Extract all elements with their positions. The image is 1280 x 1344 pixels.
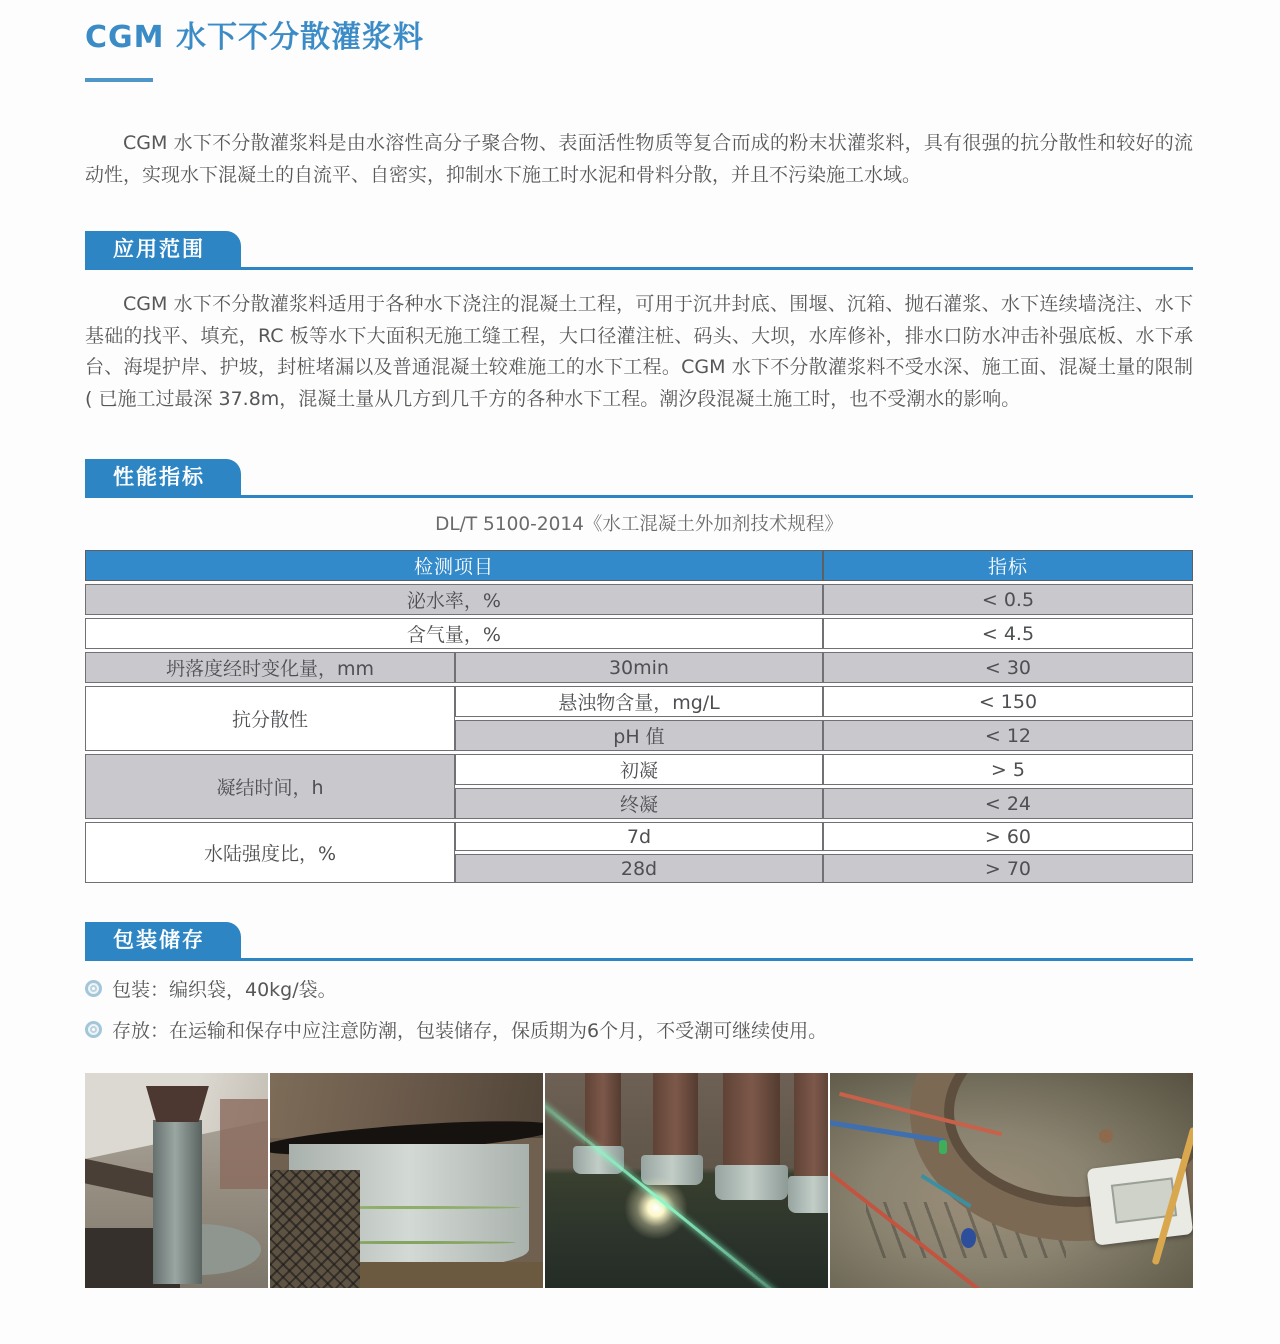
photo-pile-repair (270, 1073, 543, 1288)
table-row (85, 652, 1193, 683)
table-cell-sub: 7d (455, 822, 823, 851)
section-tab-performance: 性能指标 (85, 459, 241, 495)
table-cell-value: < 30 (823, 652, 1193, 683)
table-cell-item: 泌水率，% (85, 584, 823, 615)
table-row (85, 618, 1193, 649)
photo-gallery (85, 1073, 1193, 1288)
table-cell-item: 抗分散性 (85, 686, 455, 751)
table-cell-value: < 0.5 (823, 584, 1193, 615)
table-cell-item: 坍落度经时变化量，mm (85, 652, 455, 683)
ring-bullet-icon (85, 980, 102, 997)
table-cell-sub: 初凝 (455, 754, 823, 785)
table-cell-value: > 60 (823, 822, 1193, 851)
table-cell-item: 凝结时间，h (85, 754, 455, 819)
ring-bullet-inner (90, 985, 97, 992)
section-tab-packaging: 包装储存 (85, 922, 241, 958)
table-cell-item: 含气量，% (85, 618, 823, 649)
table-header-value: 指标 (823, 550, 1193, 581)
ring-bullet-inner (90, 1026, 97, 1033)
photo-pier-column (85, 1073, 268, 1288)
table-cell-sub: 终凝 (455, 788, 823, 819)
section-tab-application: 应用范围 (85, 231, 241, 267)
table-cell-sub: 悬浊物含量，mg/L (455, 686, 823, 717)
table-row (85, 754, 1193, 785)
packaging-item-text: 包装：编织袋，40kg/袋。 (112, 979, 337, 1001)
table-cell-value: > 70 (823, 854, 1193, 883)
table-row (85, 686, 1193, 717)
table-cell-value: < 24 (823, 788, 1193, 819)
table-cell-value: < 150 (823, 686, 1193, 717)
intro-paragraph: CGM 水下不分散灌浆料是由水溶性高分子聚合物、表面活性物质等复合而成的粉末状灌浆料，具有很强的抗分散性和较好的流动性，实现水下混凝土的自流平、自密实，抑制水下施工时水泥和骨料分散，并且不污染施工水域。 (85, 132, 1193, 186)
table-cell-sub: pH 值 (455, 720, 823, 751)
section-header-packaging (85, 922, 1193, 961)
table-cell-sub: 30min (455, 652, 823, 683)
performance-table (85, 547, 1193, 886)
content-area (85, 0, 1193, 1288)
table-row (85, 822, 1193, 851)
packaging-list (85, 975, 1193, 1043)
table-header-row (85, 550, 1193, 581)
list-item (85, 1016, 1193, 1043)
photo-caisson-grouting (830, 1073, 1193, 1288)
standard-reference: DL/T 5100-2014《水工混凝土外加剂技术规程》 (435, 514, 843, 535)
section-header-performance (85, 459, 1193, 498)
section-header-application (85, 231, 1193, 270)
table-header-item: 检测项目 (85, 550, 823, 581)
table-cell-sub: 28d (455, 854, 823, 883)
application-paragraph: CGM 水下不分散灌浆料适用于各种水下浇注的混凝土工程，可用于沉井封底、围堰、沉箱、抛石灌浆、水下连续墙浇注、水下基础的找平、填充，RC 板等水下大面积无施工缝工程，大口径灌注桩、码头、大坝，水库修补，排水口防水冲击补强底板、水下承台、海堤护岸、护坡，封桩堵漏以及普通混凝土较难施工的水下工程。CGM 水下不分散灌浆料不受水深、施工面、混凝土量的限制 ( 已施工过最深 37.8m，混凝土量从几方到几千方的各种水下工程。潮汐段混凝土施工时，也不受潮水的影响。 (85, 293, 1193, 410)
table-cell-value: < 4.5 (823, 618, 1193, 649)
table-cell-value: < 12 (823, 720, 1193, 751)
table-cell-value: > 5 (823, 754, 1193, 785)
title-underline (85, 78, 153, 82)
list-item (85, 975, 1193, 1002)
packaging-item-text: 存放：在运输和保存中应注意防潮，包装储存，保质期为6个月，不受潮可继续使用。 (112, 1020, 828, 1042)
table-row (85, 584, 1193, 615)
ring-bullet-icon (85, 1021, 102, 1038)
photo-bridge-piers-night (545, 1073, 828, 1288)
table-cell-item: 水陆强度比，% (85, 822, 455, 883)
page-title: CGM 水下不分散灌浆料 (85, 20, 424, 55)
